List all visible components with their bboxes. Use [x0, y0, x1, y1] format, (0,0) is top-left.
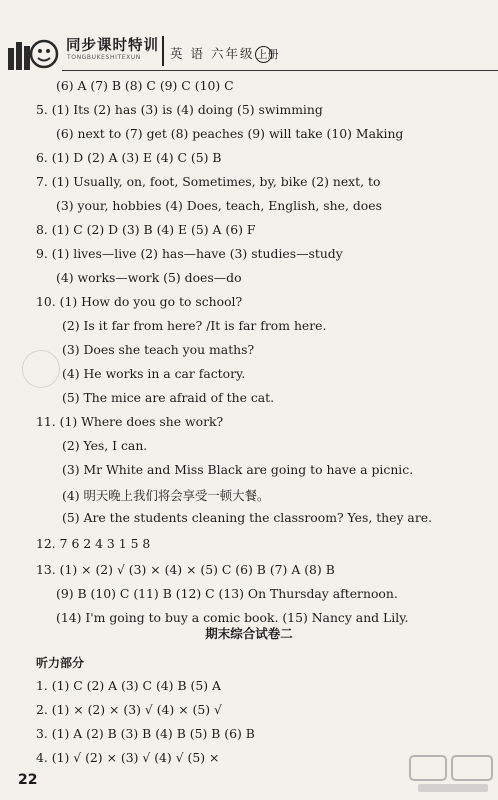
answer-line: (3) your, hobbies (4) Does, teach, English, she, does: [56, 198, 382, 213]
answer-line: (2) Is it far from here? /It is far from here.: [62, 318, 327, 333]
answer-line: (4) works—work (5) does—do: [56, 270, 242, 285]
header-divider: [162, 36, 164, 66]
watermark-stamp: [22, 350, 60, 388]
answer-line: 9. (1) lives—live (2) has—have (3) studies—study: [36, 246, 343, 261]
subject-label: 英 语 六年级: [170, 46, 255, 61]
answer-line: 8. (1) C (2) D (3) B (4) E (5) A (6) F: [36, 222, 256, 237]
listening-line: 2. (1) × (2) × (3) √ (4) × (5) √: [36, 702, 222, 717]
answer-line: 12. 7 6 2 4 3 1 5 8: [36, 536, 151, 551]
answer-line: (3) Does she teach you maths?: [62, 342, 255, 357]
series-pinyin: TONGBUKESHITEXUN: [67, 54, 141, 61]
answer-line: 7. (1) Usually, on, foot, Sometimes, by, bike (2) next, to: [36, 174, 381, 189]
part-label: 听力部分: [36, 656, 85, 670]
answer-line: (6) A (7) B (8) C (9) C (10) C: [56, 78, 234, 93]
header-rule: [62, 70, 498, 71]
listening-line: 4. (1) √ (2) × (3) √ (4) √ (5) ×: [36, 750, 220, 765]
answer-line: (5) The mice are afraid of the cat.: [62, 390, 275, 405]
answer-line: 13. (1) × (2) √ (3) × (4) × (5) C (6) B (7) A (8) B: [36, 562, 335, 577]
page-number: 22: [18, 772, 38, 788]
answer-line: (2) Yes, I can.: [62, 438, 148, 453]
answer-line: (14) I'm going to buy a comic book. (15) Nancy and Lily.: [56, 610, 409, 625]
answer-line: 6. (1) D (2) A (3) E (4) C (5) B: [36, 150, 222, 165]
volume-badge: 上册: [256, 48, 279, 61]
subject-grade: [170, 44, 279, 63]
answer-line: (9) B (10) C (11) B (12) C (13) On Thursday afternoon.: [56, 586, 398, 601]
answer-line: (3) Mr White and Miss Black are going to have a picnic.: [62, 462, 414, 477]
answer-line: 5. (1) Its (2) has (3) is (4) doing (5) swimming: [36, 102, 323, 117]
answer-line: (4) He works in a car factory.: [62, 366, 246, 381]
page-header: [0, 0, 498, 72]
watermark-logo: [408, 752, 496, 796]
answer-line: 11. (1) Where does she work?: [36, 414, 224, 429]
answer-line: 10. (1) How do you go to school?: [36, 294, 243, 309]
listening-line: 3. (1) A (2) B (3) B (4) B (5) B (6) B: [36, 726, 255, 741]
book-series-logo: [6, 30, 62, 72]
answer-line: (4) 明天晚上我们将会享受一顿大餐。: [62, 488, 270, 503]
answer-line: (6) next to (7) get (8) peaches (9) will take (10) Making: [56, 126, 404, 141]
listening-line: 1. (1) C (2) A (3) C (4) B (5) A: [36, 678, 221, 693]
section-title: 期末综合试卷二: [205, 626, 293, 641]
answer-line: (5) Are the students cleaning the classroom? Yes, they are.: [62, 510, 433, 525]
series-title: 同步课时特训: [66, 38, 159, 54]
